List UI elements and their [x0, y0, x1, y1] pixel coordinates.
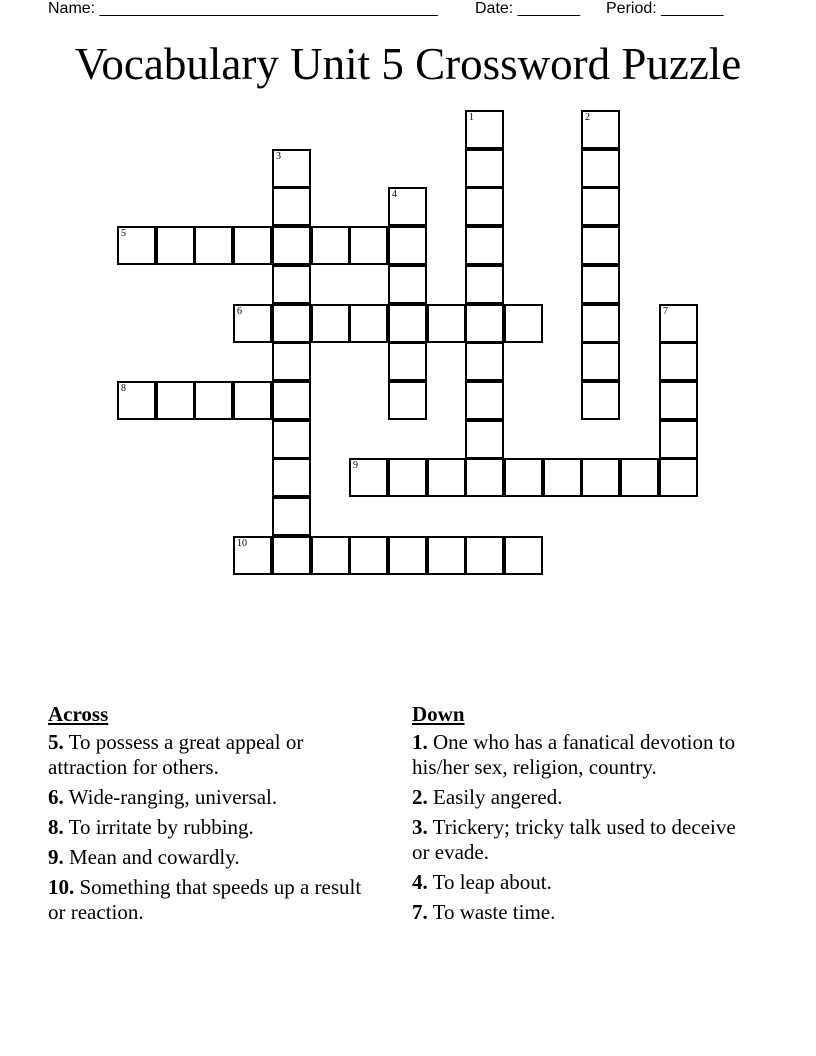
down-heading: Down	[412, 702, 465, 726]
crossword-cell[interactable]	[427, 536, 466, 575]
across-clue-5	[48, 730, 378, 780]
clue-text: Wide-ranging, universal.	[68, 785, 278, 809]
crossword-cell[interactable]	[659, 381, 698, 420]
clue-number-label: 4	[392, 189, 397, 200]
crossword-cell[interactable]	[233, 226, 272, 265]
down-clues	[412, 702, 757, 930]
crossword-cell[interactable]	[504, 458, 543, 497]
crossword-cell[interactable]	[156, 381, 195, 420]
clue-text: One who has a fanatical devotion to his/her sex, religion, country.	[412, 730, 736, 779]
crossword-cell[interactable]	[465, 458, 504, 497]
crossword-cell[interactable]	[388, 458, 427, 497]
crossword-cell[interactable]	[581, 110, 620, 149]
clue-number: 9.	[48, 845, 64, 869]
crossword-cell[interactable]	[581, 226, 620, 265]
crossword-cell[interactable]	[388, 381, 427, 420]
crossword-cell[interactable]	[427, 304, 466, 343]
clue-number-label: 9	[353, 460, 358, 471]
page-title: Vocabulary Unit 5 Crossword Puzzle	[74, 39, 742, 89]
clue-text: To leap about.	[432, 870, 552, 894]
crossword-cell[interactable]	[465, 304, 504, 343]
crossword-cell[interactable]	[427, 458, 466, 497]
down-clue-7	[412, 900, 757, 925]
name-field: Name: ______________________________________	[48, 0, 438, 17]
clue-number-label: 10	[237, 538, 247, 549]
crossword-cell[interactable]	[388, 187, 427, 226]
crossword-cell[interactable]	[194, 226, 233, 265]
across-clue-6	[48, 785, 378, 810]
crossword-cell[interactable]	[272, 536, 311, 575]
crossword-cell[interactable]	[233, 304, 272, 343]
crossword-cell[interactable]	[620, 458, 659, 497]
crossword-cell[interactable]	[388, 265, 427, 304]
clue-number: 7.	[412, 900, 428, 924]
crossword-cell[interactable]	[272, 304, 311, 343]
clue-number: 10.	[48, 875, 75, 899]
crossword-cell[interactable]	[504, 304, 543, 343]
crossword-cell[interactable]	[349, 304, 388, 343]
down-clue-2	[412, 785, 757, 810]
crossword-cell[interactable]	[465, 226, 504, 265]
clue-text: Easily angered.	[433, 785, 563, 809]
clue-number-label: 7	[663, 306, 668, 317]
clue-number: 4.	[412, 870, 428, 894]
clue-number-label: 1	[469, 112, 474, 123]
crossword-cell[interactable]	[349, 226, 388, 265]
crossword-cell[interactable]	[272, 149, 311, 188]
crossword-cell[interactable]	[465, 420, 504, 459]
clue-text: To possess a great appeal or attraction for others.	[48, 730, 304, 779]
crossword-cell[interactable]	[581, 149, 620, 188]
down-clue-3	[412, 815, 757, 865]
period-field: Period: _______	[606, 0, 724, 17]
crossword-cell[interactable]	[465, 187, 504, 226]
crossword-cell[interactable]	[272, 458, 311, 497]
clue-number-label: 6	[237, 306, 242, 317]
crossword-cell[interactable]	[388, 226, 427, 265]
crossword-cell[interactable]	[465, 381, 504, 420]
crossword-cell[interactable]	[581, 342, 620, 381]
across-heading: Across	[48, 702, 109, 726]
crossword-cell[interactable]	[311, 536, 350, 575]
crossword-cell[interactable]	[504, 536, 543, 575]
crossword-cell[interactable]	[233, 381, 272, 420]
down-clue-4	[412, 870, 757, 895]
clue-number: 6.	[48, 785, 64, 809]
crossword-cell[interactable]	[156, 226, 195, 265]
crossword-cell[interactable]	[272, 226, 311, 265]
clue-text: Trickery; tricky talk used to deceive or evade.	[412, 815, 736, 864]
crossword-cell[interactable]	[233, 536, 272, 575]
crossword-cell[interactable]	[465, 265, 504, 304]
crossword-cell[interactable]	[659, 342, 698, 381]
crossword-cell[interactable]	[272, 265, 311, 304]
clue-text: Something that speeds up a result or reaction.	[48, 875, 362, 924]
clue-text: Mean and cowardly.	[69, 845, 240, 869]
crossword-cell[interactable]	[581, 458, 620, 497]
crossword-cell[interactable]	[659, 420, 698, 459]
crossword-cell[interactable]	[349, 536, 388, 575]
crossword-cell[interactable]	[659, 304, 698, 343]
across-clues	[48, 702, 378, 930]
across-clue-8	[48, 815, 378, 840]
clue-number-label: 8	[121, 383, 126, 394]
crossword-cell[interactable]	[388, 304, 427, 343]
clue-number: 8.	[48, 815, 64, 839]
clue-number-label: 3	[276, 151, 281, 162]
clue-text: To irritate by rubbing.	[68, 815, 254, 839]
crossword-cell[interactable]	[117, 226, 156, 265]
crossword-cell[interactable]	[581, 381, 620, 420]
clue-text: To waste time.	[432, 900, 556, 924]
crossword-cell[interactable]	[272, 420, 311, 459]
crossword-cell[interactable]	[581, 304, 620, 343]
across-clue-9	[48, 845, 378, 870]
down-clue-1	[412, 730, 757, 780]
clue-number-label: 2	[585, 112, 590, 123]
crossword-cell[interactable]	[311, 304, 350, 343]
crossword-cell[interactable]	[272, 497, 311, 536]
crossword-cell[interactable]	[388, 342, 427, 381]
crossword-cell[interactable]	[659, 458, 698, 497]
crossword-cell[interactable]	[388, 536, 427, 575]
crossword-cell[interactable]	[272, 381, 311, 420]
crossword-cell[interactable]	[465, 536, 504, 575]
crossword-cell[interactable]	[465, 342, 504, 381]
crossword-cell[interactable]	[194, 381, 233, 420]
crossword-cell[interactable]	[311, 226, 350, 265]
across-clue-10	[48, 875, 378, 925]
clue-number-label: 5	[121, 228, 126, 239]
crossword-cell[interactable]	[581, 265, 620, 304]
crossword-cell[interactable]	[272, 342, 311, 381]
crossword-cell[interactable]	[272, 187, 311, 226]
crossword-cell[interactable]	[581, 187, 620, 226]
crossword-cell[interactable]	[117, 381, 156, 420]
crossword-cell[interactable]	[465, 149, 504, 188]
crossword-cell[interactable]	[465, 110, 504, 149]
clue-number: 3.	[412, 815, 428, 839]
clue-number: 1.	[412, 730, 428, 754]
clue-number: 2.	[412, 785, 428, 809]
crossword-cell[interactable]	[543, 458, 582, 497]
date-field: Date: _______	[475, 0, 580, 17]
crossword-cell[interactable]	[349, 458, 388, 497]
clue-number: 5.	[48, 730, 64, 754]
